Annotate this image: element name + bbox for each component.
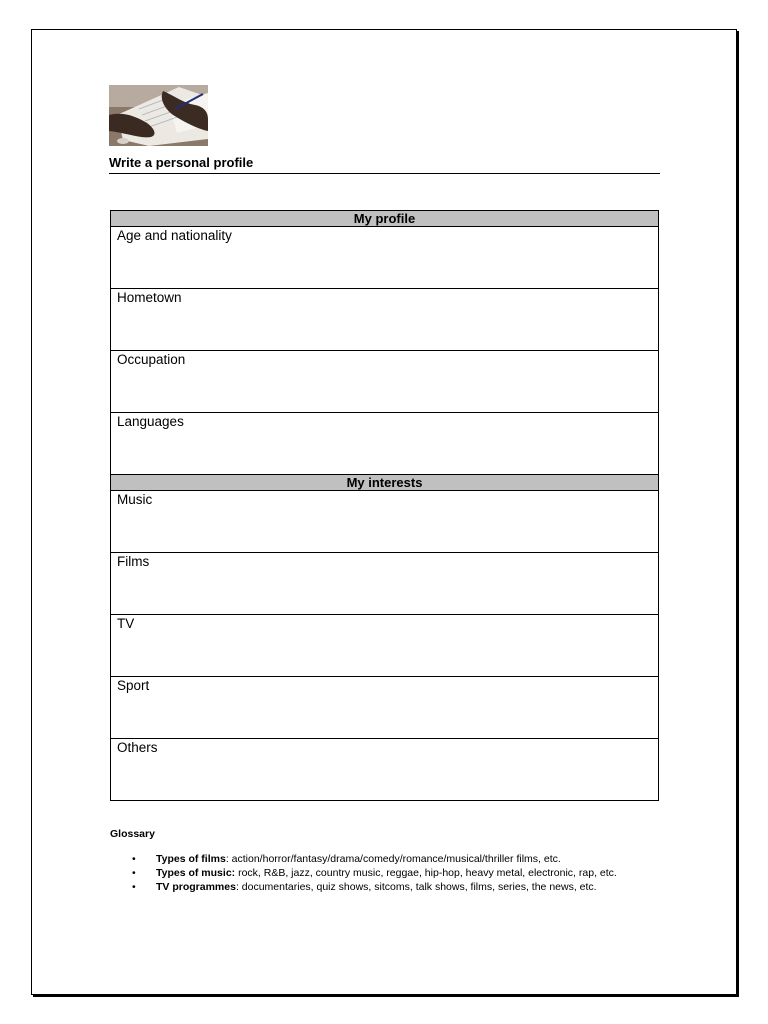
field-row-tv [111, 615, 659, 677]
field-row-occupation [111, 351, 659, 413]
field-label: Age and nationality [117, 228, 232, 243]
field-row-hometown [111, 289, 659, 351]
field-cell-languages[interactable] [111, 413, 659, 475]
glossary-item-films [110, 853, 646, 866]
glossary [110, 828, 670, 895]
glossary-item-music [110, 867, 646, 880]
field-row-music [111, 491, 659, 553]
glossary-definition: : action/horror/fantasy/drama/comedy/romance/musical/thriller films, etc. [225, 853, 561, 865]
bullet-icon: • [132, 867, 136, 879]
field-cell-sport[interactable] [111, 677, 659, 739]
field-label: Languages [117, 414, 184, 429]
profile-table [110, 210, 659, 801]
field-cell-occupation[interactable] [111, 351, 659, 413]
field-label: Films [117, 554, 150, 569]
bullet-icon: • [132, 853, 136, 865]
bullet-icon: • [132, 881, 136, 893]
field-row-others [111, 739, 659, 801]
glossary-definition: : documentaries, quiz shows, sitcoms, talk shows, films, series, the news, etc. [235, 881, 597, 893]
glossary-definition: rock, R&B, jazz, country music, reggae, hip-hop, heavy metal, electronic, rap, etc. [235, 867, 617, 879]
glossary-item-tv-programmes [110, 881, 646, 894]
field-label: Occupation [117, 352, 186, 367]
glossary-list [110, 853, 670, 894]
field-row-films [111, 553, 659, 615]
field-label: Music [117, 492, 153, 507]
field-cell-hometown[interactable] [111, 289, 659, 351]
field-cell-tv[interactable] [111, 615, 659, 677]
field-row-sport [111, 677, 659, 739]
field-cell-music[interactable] [111, 491, 659, 553]
hand-writing-photo [109, 85, 208, 146]
field-label: Others [117, 740, 158, 755]
field-cell-age-nationality[interactable] [111, 227, 659, 289]
field-row-age-nationality [111, 227, 659, 289]
field-label: Hometown [117, 290, 182, 305]
field-cell-films[interactable] [111, 553, 659, 615]
glossary-term: TV programmes [156, 881, 236, 893]
field-label: Sport [117, 678, 150, 693]
field-row-languages [111, 413, 659, 475]
interests-header-cell: My interests [111, 475, 659, 491]
glossary-term: Types of films [156, 853, 226, 865]
interests-section-header [111, 475, 659, 491]
profile-section-header [111, 211, 659, 227]
field-label: TV [117, 616, 135, 631]
profile-header-cell: My profile [111, 211, 659, 227]
field-cell-others[interactable] [111, 739, 659, 801]
glossary-title: Glossary [110, 828, 155, 840]
glossary-term: Types of music: [156, 867, 236, 879]
document-title: Write a personal profile [109, 155, 660, 174]
